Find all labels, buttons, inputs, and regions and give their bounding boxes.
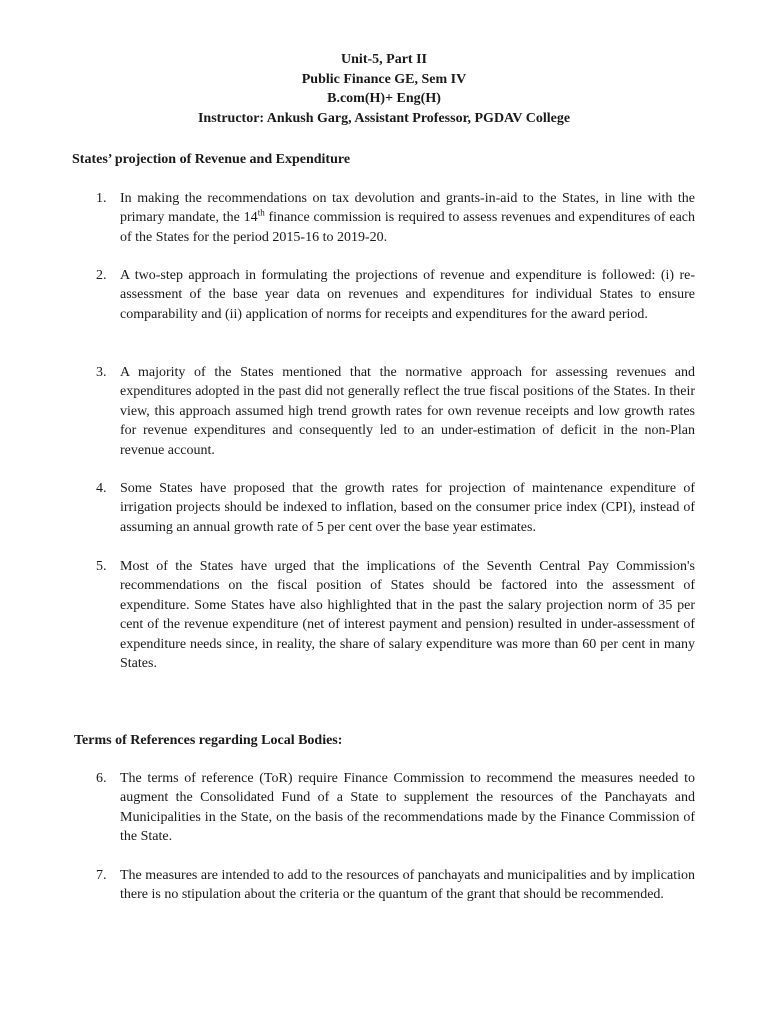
list-number: 1. — [96, 191, 107, 206]
list-number: 6. — [96, 771, 107, 786]
document-header — [0, 50, 768, 128]
list-text: Some States have proposed that the growth rates for projection of maintenance expenditure of irrigation projects should be indexed to inflation, based on the consumer price index (CPI), instead of assuming an annual growth rate of 5 per cent over the base year estimates. — [120, 481, 695, 535]
list-text: A two-step approach in formulating the projections of revenue and expenditure is followed: (i) re-assessment of the base year data on revenues and expenditures for individual States to ensure comparability and (ii) application of norms for receipts and expenditures for the award period. — [120, 268, 695, 322]
list-number: 4. — [96, 481, 107, 496]
list-item-4 — [96, 479, 695, 537]
header-program: B.com(H)+ Eng(H) — [327, 91, 441, 106]
superscript-th: th — [257, 207, 265, 218]
list-text: Most of the States have urged that the implications of the Seventh Central Pay Commission's recommendations on the fiscal position of States should be factored into the assessment of expenditure. Some States have also highlighted that in the past the salary projection norm of 35 per cent of the revenue expenditure (net of interest payment and pension) resulted in under-assessment of expenditure needs since, in reality, the share of salary expenditure was more than 60 per cent in many States. — [120, 559, 695, 672]
section-heading-states-projection: States’ projection of Revenue and Expenditure — [72, 152, 351, 167]
list-text: The terms of reference (ToR) require Finance Commission to recommend the measures needed to augment the Consolidated Fund of a State to supplement the resources of the Panchayats and Municipalities in the State, on the basis of the recommendations made by the Finance Commission of the State. — [120, 771, 695, 845]
list-item-3 — [96, 363, 695, 460]
header-course: Public Finance GE, Sem IV — [301, 71, 467, 87]
list-item-6 — [96, 769, 695, 847]
section-heading-local-bodies: Terms of References regarding Local Bodies: — [74, 733, 343, 748]
list-text: A majority of the States mentioned that the normative approach for assessing revenues and expenditures adopted in the past did not generally reflect the true fiscal positions of the States. In their view, this approach assumed high trend growth rates for own revenue receipts and low growth rates for revenue expenditures and consequently led to an under-estimation of deficit in the non-Plan revenue account. — [120, 365, 695, 458]
list-number: 7. — [96, 868, 107, 883]
list-text: The measures are intended to add to the resources of panchayats and municipalities and by implication there is no stipulation about the criteria or the quantum of the grant that should be recommended. — [120, 868, 695, 903]
list-number: 5. — [96, 559, 107, 574]
list-number: 2. — [96, 268, 107, 283]
list-text — [120, 189, 695, 247]
list-text-part-a: In making the recommendations on tax devolution and grants-in-aid to the States, in line with the primary mandate, the 14 — [120, 191, 695, 226]
list-item-2 — [96, 266, 695, 324]
list-item-1 — [96, 189, 695, 247]
list-text-part-b: finance commission is required to assess revenues and expenditures of each of the States for the period 2015-16 to 2019-20. — [120, 210, 696, 245]
list-item-7 — [96, 866, 695, 905]
header-instructor: Instructor: Ankush Garg, Assistant Professor, PGDAV College — [197, 110, 571, 126]
list-number: 3. — [96, 365, 107, 380]
header-unit: Unit-5, Part II — [341, 52, 427, 67]
list-item-5 — [96, 557, 695, 673]
